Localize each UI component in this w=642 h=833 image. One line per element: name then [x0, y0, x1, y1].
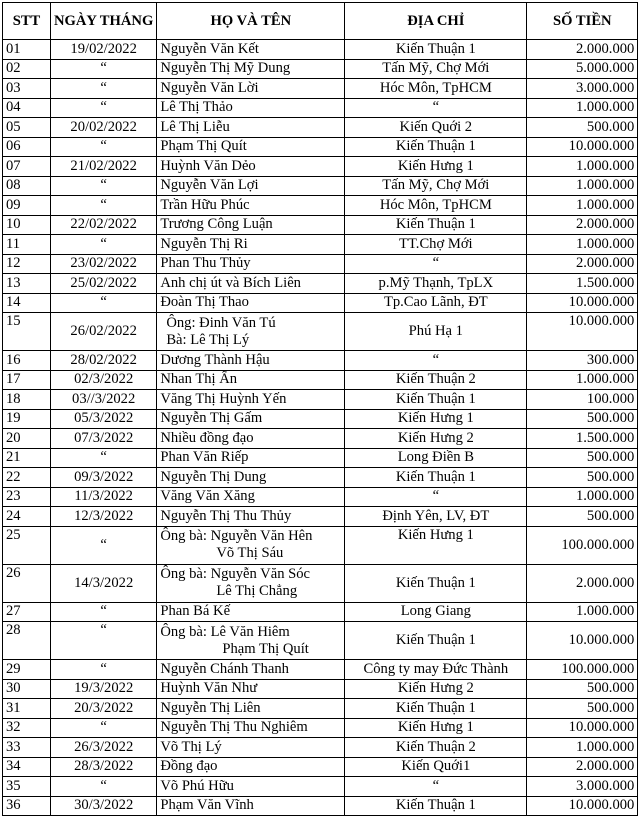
row-amount: 500.000 — [527, 118, 638, 138]
row-address: TT.Chợ Mới — [345, 235, 527, 255]
row-name: Huỳnh Văn Như — [157, 679, 345, 699]
row-stt: 03 — [3, 79, 51, 99]
row-name: Nguyễn Thị Thu Thủy — [157, 507, 345, 527]
header-address: ĐỊA CHỈ — [345, 3, 527, 40]
row-amount: 1.500.000 — [527, 429, 638, 449]
table-row — [3, 196, 638, 216]
row-name — [157, 526, 345, 564]
row-address: Kiến Thuận 1 — [345, 390, 527, 410]
row-address: Kiến Thuận 1 — [345, 699, 527, 719]
row-name-line2: Võ Thị Sáu — [216, 545, 284, 561]
row-amount: 2.000.000 — [527, 254, 638, 274]
row-date: “ — [51, 59, 157, 79]
table-row — [3, 370, 638, 390]
table-row — [3, 487, 638, 507]
row-address: Tấn Mỹ, Chợ Mới — [345, 59, 527, 79]
row-address: Kiến Thuận 1 — [345, 622, 527, 660]
row-amount: 10.000.000 — [527, 137, 638, 157]
row-name: Phan Văn Riếp — [157, 448, 345, 468]
row-name-line1: Ông bà: Nguyễn Văn Hên — [160, 528, 313, 544]
row-stt: 31 — [3, 699, 51, 719]
table-row — [3, 293, 638, 313]
table-row — [3, 118, 638, 138]
row-address: p.Mỹ Thạnh, TpLX — [345, 274, 527, 294]
row-stt: 11 — [3, 235, 51, 255]
row-name: Võ Thị Lý — [157, 738, 345, 758]
row-address: “ — [345, 98, 527, 118]
row-date: “ — [51, 660, 157, 680]
table-row — [3, 448, 638, 468]
row-date: 26/02/2022 — [51, 313, 157, 351]
row-name-line1: Ông bà: Nguyễn Văn Sóc — [160, 566, 311, 582]
row-name: Lê Thị Thảo — [157, 98, 345, 118]
row-address: Kiến Thuận 1 — [345, 215, 527, 235]
table-row — [3, 738, 638, 758]
row-name: Nguyễn Thị Dung — [157, 468, 345, 488]
row-stt: 33 — [3, 738, 51, 758]
row-stt: 14 — [3, 293, 51, 313]
row-name: Đồng đạo — [157, 757, 345, 777]
table-row — [3, 157, 638, 177]
row-date: 30/3/2022 — [51, 796, 157, 816]
row-date: 28/3/2022 — [51, 757, 157, 777]
header-date: NGÀY THÁNG — [51, 3, 157, 40]
row-address: Kiến Hưng 2 — [345, 679, 527, 699]
row-date: 25/02/2022 — [51, 274, 157, 294]
row-stt: 18 — [3, 390, 51, 410]
row-date: 19/3/2022 — [51, 679, 157, 699]
row-date: 03//3/2022 — [51, 390, 157, 410]
row-address: Kiến Hưng 1 — [345, 718, 527, 738]
row-address: “ — [345, 351, 527, 371]
row-name: Nguyễn Thị Liên — [157, 699, 345, 719]
row-date: 12/3/2022 — [51, 507, 157, 527]
row-name: Nguyễn Thị Ri — [157, 235, 345, 255]
row-stt: 32 — [3, 718, 51, 738]
row-name: Nguyễn Văn Kết — [157, 40, 345, 60]
row-date: “ — [51, 235, 157, 255]
row-amount: 10.000.000 — [527, 622, 638, 660]
row-address: Long Điền B — [345, 448, 527, 468]
table-row — [3, 313, 638, 351]
row-name: Nhiều đồng đạo — [157, 429, 345, 449]
table-row — [3, 699, 638, 719]
table-row — [3, 796, 638, 816]
row-amount: 100.000.000 — [527, 660, 638, 680]
row-address: Kiến Quới1 — [345, 757, 527, 777]
row-stt: 02 — [3, 59, 51, 79]
row-date: “ — [51, 622, 157, 660]
row-stt: 23 — [3, 487, 51, 507]
row-date: “ — [51, 176, 157, 196]
row-address: Kiến Hưng 1 — [345, 526, 527, 564]
row-amount: 500.000 — [527, 679, 638, 699]
row-name — [157, 564, 345, 602]
row-amount: 1.000.000 — [527, 235, 638, 255]
row-stt: 35 — [3, 777, 51, 797]
row-date: “ — [51, 98, 157, 118]
row-address: “ — [345, 487, 527, 507]
row-stt: 17 — [3, 370, 51, 390]
row-stt: 21 — [3, 448, 51, 468]
row-amount: 500.000 — [527, 448, 638, 468]
row-stt: 09 — [3, 196, 51, 216]
row-stt: 26 — [3, 564, 51, 602]
row-stt: 20 — [3, 429, 51, 449]
row-stt: 08 — [3, 176, 51, 196]
table-row — [3, 507, 638, 527]
row-date: 20/02/2022 — [51, 118, 157, 138]
table-body — [3, 40, 638, 816]
row-address: Kiến Hưng 2 — [345, 429, 527, 449]
row-stt: 04 — [3, 98, 51, 118]
row-date: 09/3/2022 — [51, 468, 157, 488]
row-date: 07/3/2022 — [51, 429, 157, 449]
row-name-line2: Bà: Lê Thị Lý — [166, 331, 250, 348]
row-date: “ — [51, 718, 157, 738]
table-row — [3, 526, 638, 564]
row-date: “ — [51, 79, 157, 99]
row-address: Kiến Thuận 1 — [345, 564, 527, 602]
row-amount: 500.000 — [527, 507, 638, 527]
row-amount: 1.000.000 — [527, 602, 638, 622]
row-name: Văng Văn Xăng — [157, 487, 345, 507]
row-amount: 2.000.000 — [527, 564, 638, 602]
row-name-line2: Phạm Thị Quít — [222, 640, 309, 657]
table-row — [3, 98, 638, 118]
table-row — [3, 235, 638, 255]
table-row — [3, 602, 638, 622]
row-address: “ — [345, 777, 527, 797]
row-amount: 5.000.000 — [527, 59, 638, 79]
row-name: Anh chị út và Bích Liên — [157, 274, 345, 294]
table-row — [3, 176, 638, 196]
row-name: Nguyễn Thị Mỹ Dung — [157, 59, 345, 79]
row-date: 05/3/2022 — [51, 409, 157, 429]
table-row — [3, 429, 638, 449]
table-row — [3, 351, 638, 371]
header-stt: STT — [3, 3, 51, 40]
row-address: Tấn Mỹ, Chợ Mới — [345, 176, 527, 196]
row-name: Nguyễn Thị Gấm — [157, 409, 345, 429]
row-name: Trương Công Luận — [157, 215, 345, 235]
row-date: “ — [51, 196, 157, 216]
table-row — [3, 468, 638, 488]
table-row — [3, 79, 638, 99]
row-date: 11/3/2022 — [51, 487, 157, 507]
row-address: Kiến Thuận 1 — [345, 468, 527, 488]
row-address: Kiến Quới 2 — [345, 118, 527, 138]
row-stt: 29 — [3, 660, 51, 680]
row-address: “ — [345, 254, 527, 274]
row-name-line2: Lê Thị Chẳng — [216, 583, 298, 599]
table-row — [3, 137, 638, 157]
row-amount: 500.000 — [527, 409, 638, 429]
table-row — [3, 215, 638, 235]
row-name: Trần Hữu Phúc — [157, 196, 345, 216]
row-amount: 100.000.000 — [527, 526, 638, 564]
row-address: Hóc Môn, TpHCM — [345, 79, 527, 99]
row-amount: 300.000 — [527, 351, 638, 371]
row-date: “ — [51, 602, 157, 622]
donation-table — [2, 2, 638, 816]
row-stt: 27 — [3, 602, 51, 622]
row-name: Dương Thành Hậu — [157, 351, 345, 371]
table-row — [3, 660, 638, 680]
row-stt: 36 — [3, 796, 51, 816]
row-date: 02/3/2022 — [51, 370, 157, 390]
table-row — [3, 757, 638, 777]
table-row — [3, 679, 638, 699]
row-name — [157, 313, 345, 351]
row-date: 23/02/2022 — [51, 254, 157, 274]
row-name — [157, 622, 345, 660]
table-row — [3, 40, 638, 60]
row-amount: 1.000.000 — [527, 196, 638, 216]
row-amount: 10.000.000 — [527, 718, 638, 738]
row-name-line1: Ông bà: Lê Văn Hiêm — [160, 623, 290, 640]
row-date: “ — [51, 526, 157, 564]
row-date: 21/02/2022 — [51, 157, 157, 177]
row-date: 14/3/2022 — [51, 564, 157, 602]
row-name: Lê Thị Liễu — [157, 118, 345, 138]
row-stt: 07 — [3, 157, 51, 177]
row-amount: 10.000.000 — [527, 293, 638, 313]
row-amount: 3.000.000 — [527, 79, 638, 99]
row-amount: 1.000.000 — [527, 98, 638, 118]
row-amount: 2.000.000 — [527, 40, 638, 60]
row-address: Phú Hạ 1 — [345, 313, 527, 351]
row-stt: 22 — [3, 468, 51, 488]
row-address: Kiến Hưng 1 — [345, 409, 527, 429]
table-row — [3, 274, 638, 294]
row-name: Phạm Văn Vĩnh — [157, 796, 345, 816]
row-stt: 06 — [3, 137, 51, 157]
row-name: Võ Phú Hữu — [157, 777, 345, 797]
row-date: 28/02/2022 — [51, 351, 157, 371]
row-name: Nguyễn Văn Lợi — [157, 176, 345, 196]
row-amount: 1.000.000 — [527, 157, 638, 177]
row-stt: 12 — [3, 254, 51, 274]
row-amount: 3.000.000 — [527, 777, 638, 797]
row-name: Huỳnh Văn Dẻo — [157, 157, 345, 177]
row-stt: 10 — [3, 215, 51, 235]
row-date: 19/02/2022 — [51, 40, 157, 60]
header-amount: SỐ TIỀN — [527, 3, 638, 40]
row-name: Nhan Thị Ẩn — [157, 370, 345, 390]
row-address: Kiến Thuận 2 — [345, 738, 527, 758]
row-date: “ — [51, 137, 157, 157]
donation-list-sheet — [2, 2, 638, 816]
row-address: Công ty may Đức Thành — [345, 660, 527, 680]
row-address: Định Yên, LV, ĐT — [345, 507, 527, 527]
row-stt: 24 — [3, 507, 51, 527]
row-amount: 1.000.000 — [527, 370, 638, 390]
table-row — [3, 718, 638, 738]
row-address: Kiến Thuận 2 — [345, 370, 527, 390]
row-address: Tp.Cao Lãnh, ĐT — [345, 293, 527, 313]
row-date: “ — [51, 777, 157, 797]
row-date: “ — [51, 448, 157, 468]
row-stt: 19 — [3, 409, 51, 429]
table-row — [3, 390, 638, 410]
row-amount: 1.000.000 — [527, 738, 638, 758]
row-name: Phan Thu Thủy — [157, 254, 345, 274]
row-amount: 100.000 — [527, 390, 638, 410]
header-row — [3, 3, 638, 40]
row-amount: 1.500.000 — [527, 274, 638, 294]
row-stt: 16 — [3, 351, 51, 371]
table-row — [3, 564, 638, 602]
row-stt: 13 — [3, 274, 51, 294]
row-date: 26/3/2022 — [51, 738, 157, 758]
row-address: Kiến Thuận 1 — [345, 137, 527, 157]
table-row — [3, 622, 638, 660]
table-row — [3, 409, 638, 429]
row-name: Phan Bá Kế — [157, 602, 345, 622]
table-row — [3, 777, 638, 797]
row-name-line1: Ông: Đinh Văn Tú — [166, 314, 276, 331]
row-amount: 1.000.000 — [527, 176, 638, 196]
row-stt: 01 — [3, 40, 51, 60]
row-name: Nguyễn Chánh Thanh — [157, 660, 345, 680]
row-date: 20/3/2022 — [51, 699, 157, 719]
row-amount: 500.000 — [527, 699, 638, 719]
row-amount: 1.000.000 — [527, 487, 638, 507]
row-address: Long Giang — [345, 602, 527, 622]
row-address: Hóc Môn, TpHCM — [345, 196, 527, 216]
row-name: Đoàn Thị Thao — [157, 293, 345, 313]
row-address: Kiến Hưng 1 — [345, 157, 527, 177]
row-amount: 2.000.000 — [527, 757, 638, 777]
row-amount: 10.000.000 — [527, 796, 638, 816]
row-name: Nguyễn Thị Thu Nghiêm — [157, 718, 345, 738]
row-date: “ — [51, 293, 157, 313]
row-stt: 34 — [3, 757, 51, 777]
row-amount: 2.000.000 — [527, 215, 638, 235]
row-amount: 500.000 — [527, 468, 638, 488]
row-stt: 15 — [3, 313, 51, 351]
row-stt: 28 — [3, 622, 51, 660]
row-stt: 25 — [3, 526, 51, 564]
row-amount: 10.000.000 — [527, 313, 638, 351]
row-name: Phạm Thị Quít — [157, 137, 345, 157]
row-date: 22/02/2022 — [51, 215, 157, 235]
row-name: Nguyễn Văn Lời — [157, 79, 345, 99]
header-name: HỌ VÀ TÊN — [157, 3, 345, 40]
row-address: Kiến Thuận 1 — [345, 796, 527, 816]
table-row — [3, 59, 638, 79]
table-row — [3, 254, 638, 274]
row-address: Kiến Thuận 1 — [345, 40, 527, 60]
row-stt: 05 — [3, 118, 51, 138]
row-name: Văng Thị Huỳnh Yến — [157, 390, 345, 410]
row-stt: 30 — [3, 679, 51, 699]
